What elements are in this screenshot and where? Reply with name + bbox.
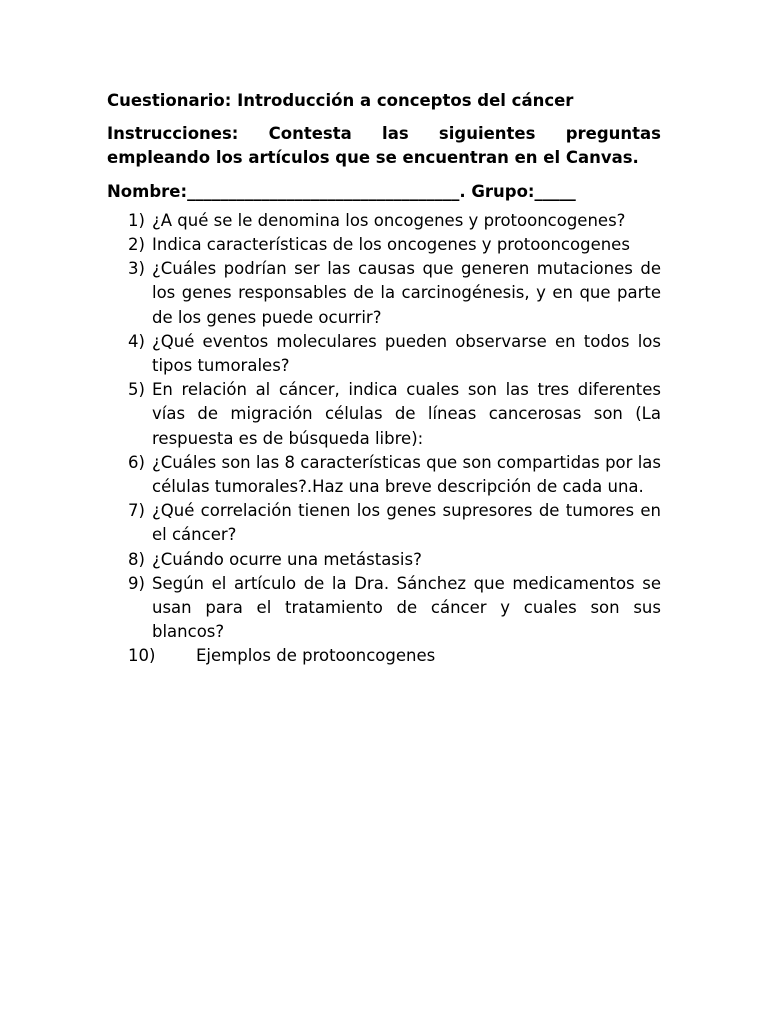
question-text: Ejemplos de protooncogenes — [196, 646, 436, 666]
question-text: ¿Cuáles son las 8 características que son compartidas por las células tumorales?.Haz una breve descripción de cada una. — [152, 452, 661, 497]
question-text: ¿Cuáles podrían ser las causas que generen mutaciones de los genes responsables de la carcinogénesis, y en que parte de los genes puede ocurrir? — [152, 259, 661, 327]
name-group-line: Nombre:_________________________________. Grupo:_____ — [107, 181, 576, 201]
question-text: ¿Qué eventos moleculares pueden observarse en todos los tipos tumorales? — [152, 331, 661, 376]
question-item — [107, 499, 661, 547]
document-title: Cuestionario: Introducción a conceptos del cáncer — [107, 91, 574, 110]
question-item — [107, 378, 661, 451]
instructions-text: Instrucciones: Contesta las siguientes preguntas empleando los artículos que se encuentran en el Canvas. — [107, 124, 661, 168]
question-number: 7) — [128, 501, 145, 521]
question-text: Según el artículo de la Dra. Sánchez que medicamentos se usan para el tratamiento de cáncer y cuales son sus blancos? — [152, 573, 661, 642]
question-number: 3) — [128, 259, 145, 279]
question-item — [107, 572, 661, 645]
question-item — [107, 548, 661, 572]
question-text: ¿Cuándo ocurre una metástasis? — [152, 549, 422, 569]
question-item — [107, 451, 661, 499]
question-item — [107, 257, 661, 330]
question-item — [107, 233, 661, 257]
question-item — [107, 644, 661, 668]
question-text: ¿Qué correlación tienen los genes supresores de tumores en el cáncer? — [152, 501, 661, 545]
question-number: 8) — [128, 549, 145, 569]
question-list — [107, 209, 661, 669]
question-number: 1) — [128, 210, 145, 230]
question-number: 2) — [128, 235, 145, 255]
question-number: 5) — [128, 380, 145, 400]
question-number: 6) — [128, 452, 145, 472]
question-text: En relación al cáncer, indica cuales son las tres diferentes vías de migración células de líneas cancerosas son (La respuesta es de búsqueda libre): — [152, 380, 661, 448]
question-number: 4) — [128, 331, 145, 351]
question-item — [107, 209, 661, 233]
question-text: Indica características de los oncogenes y protooncogenes — [152, 235, 630, 255]
question-number: 10) — [128, 646, 156, 666]
question-text: ¿A qué se le denomina los oncogenes y protooncogenes? — [152, 210, 626, 230]
question-item — [107, 330, 661, 378]
question-number: 9) — [128, 573, 145, 593]
document-content — [107, 89, 661, 669]
